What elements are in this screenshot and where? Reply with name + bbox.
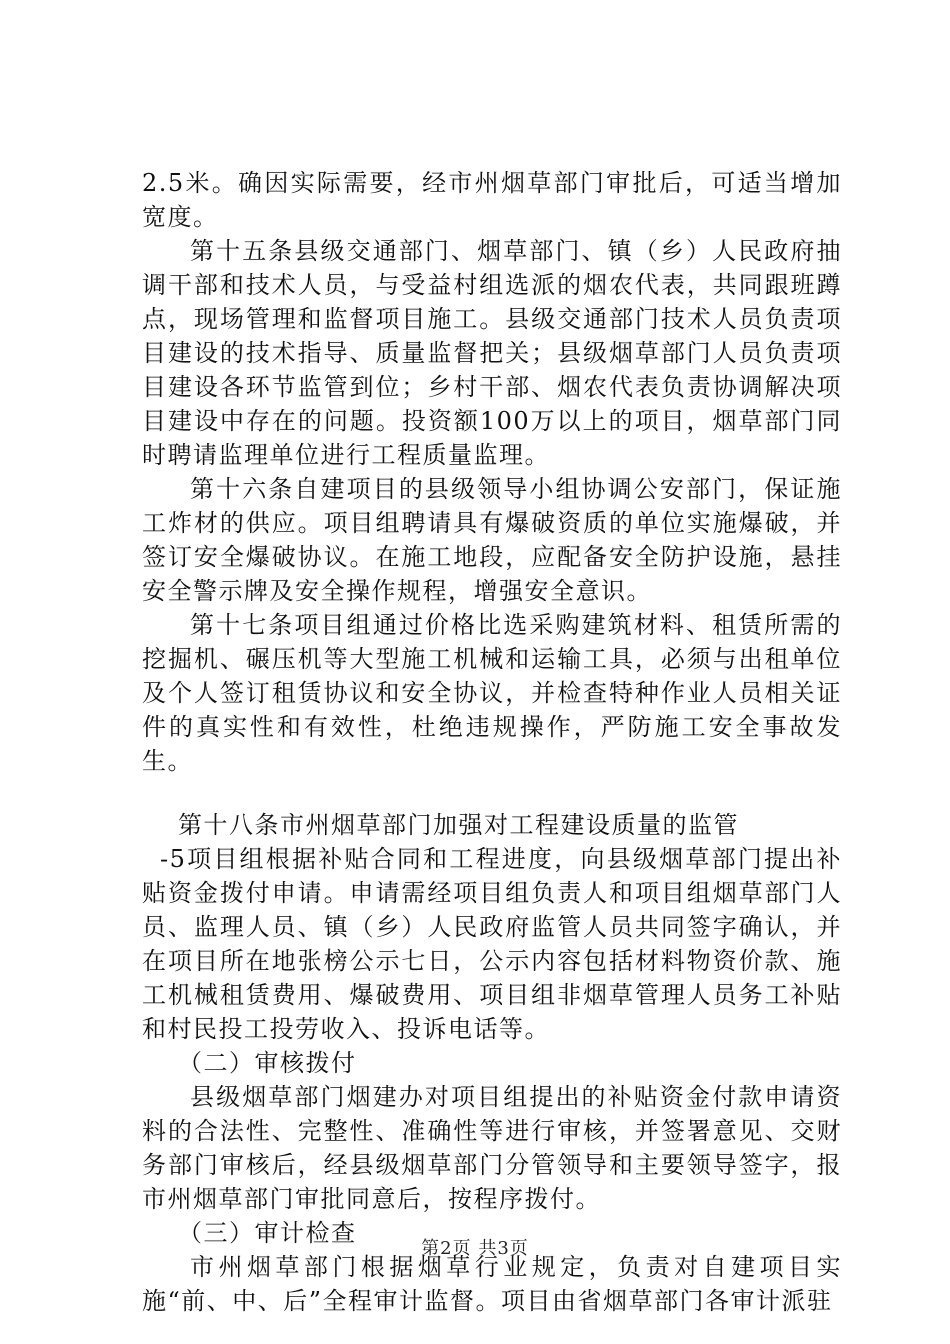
- paragraph-article-16: 第十六条自建项目的县级领导小组协调公安部门，保证施工炸材的供应。项目组聘请具有爆破资质的单位实施爆破，并签订安全爆破协议。在施工地段，应配备安全防护设施，悬挂安全警示牌及安全操作规程，增强安全意识。: [142, 475, 842, 605]
- section-heading-review: （二）审核拨付: [178, 1049, 357, 1077]
- paragraph-audit: 市州烟草部门根据烟草行业规定，负责对自建项目实施“前、中、后”全程审计监督。项目由省烟草部门各审计派驻: [142, 1253, 842, 1315]
- paragraph-review: 县级烟草部门烟建办对项目组提出的补贴资金付款申请资料的合法性、完整性、准确性等进行审核，并签署意见、交财务部门审核后，经县级烟草部门分管领导和主要领导签字，报市州烟草部门审批同意后，按程序拨付。: [142, 1083, 842, 1213]
- paragraph-article-15: 第十五条县级交通部门、烟草部门、镇（乡）人民政府抽调干部和技术人员，与受益村组选派的烟农代表，共同跟班蹲点，现场管理和监督项目施工。县级交通部门技术人员负责项目建设的技术指导、质量监督把关；县级烟草部门人员负责项目建设各环节监管到位；乡村干部、烟农代表负责协调解决项目建设中存在的问题。投资额100万以上的项目，烟草部门同时聘请监理单位进行工程质量监理。: [142, 237, 842, 469]
- paragraph-subsidy-application: -5项目组根据补贴合同和工程进度，向县级烟草部门提出补贴资金拨付申请。申请需经项目组负责人和项目组烟草部门人员、监理人员、镇（乡）人民政府监管人员共同签字确认，并在项目所在地张榜公示七日，公示内容包括材料物资价款、施工机械租赁费用、爆破费用、项目组非烟草管理人员务工补贴和村民投工投劳收入、投诉电话等。: [142, 845, 842, 1043]
- section-heading-audit: （三）审计检查: [178, 1219, 357, 1247]
- paragraph-article-17: 第十七条项目组通过价格比选采购建筑材料、租赁所需的挖掘机、碾压机等大型施工机械和运输工具，必须与出租单位及个人签订租赁协议和安全协议，并检查特种作业人员相关证件的真实性和有效性，杜绝违规操作，严防施工安全事故发生。: [142, 611, 842, 775]
- paragraph-width: 2.5米。确因实际需要，经市州烟草部门审批后，可适当增加宽度。: [142, 169, 842, 231]
- article-18-heading: 第十八条市州烟草部门加强对工程建设质量的监管: [178, 811, 739, 839]
- page-number-footer: 第2页 共3页: [421, 1238, 529, 1259]
- paragraph-gap: [142, 778, 842, 808]
- document-body: [142, 166, 842, 1318]
